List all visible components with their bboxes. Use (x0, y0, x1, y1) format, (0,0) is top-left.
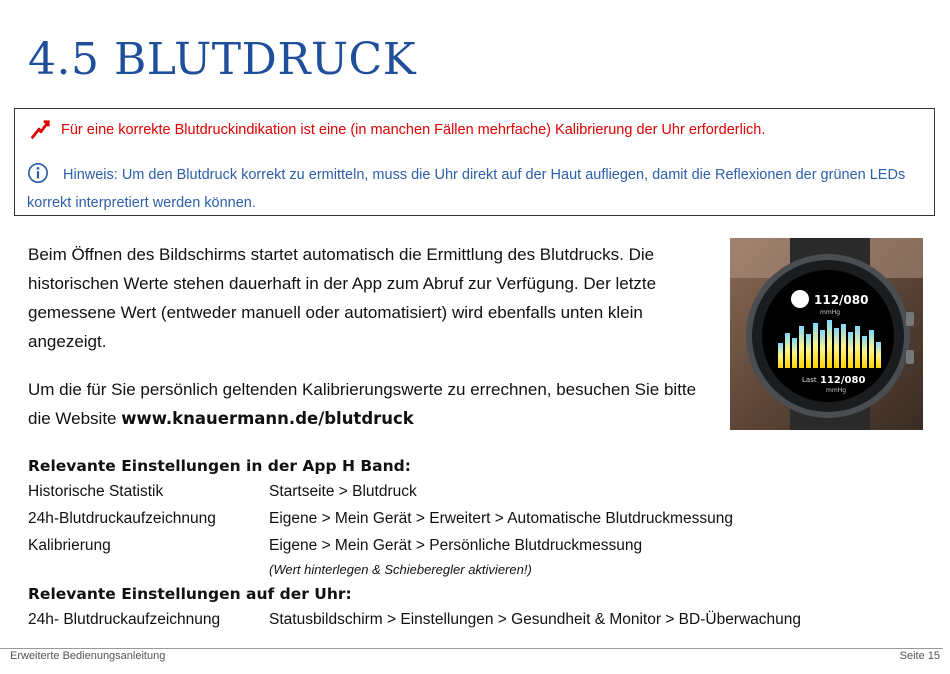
hint-text-block (27, 161, 917, 217)
calibration-paragraph (28, 375, 698, 433)
lightning-icon (29, 119, 51, 141)
settings-row-value: Eigene > Mein Gerät > Persönliche Blutdruckmessung (269, 537, 643, 554)
footer-divider (0, 648, 943, 649)
notice-box (14, 108, 935, 216)
footer-page-number: Seite 15 (899, 650, 940, 662)
intro-paragraph: Beim Öffnen des Bildschirms startet automatisch die Ermittlung des Blutdrucks. Die historischen Werte stehen dauerhaft in der App zum Abruf zur Verfügung. Der letzte gemessene Wert (entweder manuell oder automatisiert) wird ebenfalls unten klein angezeigt. (28, 245, 657, 351)
watch-settings-heading: Relevante Einstellungen auf der Uhr: (28, 585, 352, 603)
settings-row-key: Historische Statistik (28, 483, 164, 500)
watch-photo (730, 238, 923, 430)
settings-row-value: Eigene > Mein Gerät > Erweitert > Automatische Blutdruckmessung (269, 510, 733, 527)
settings-row-key: 24h-Blutdruckaufzeichnung (28, 510, 216, 527)
calibration-note: (Wert hinterlegen & Schieberegler aktivieren!) (269, 562, 532, 577)
watch-reading: 112/080 (814, 293, 869, 307)
calibration-text: Um die für Sie persönlich geltenden Kalibrierungswerte zu errechnen, besuchen Sie bitte die Website (28, 380, 697, 428)
app-settings-heading: Relevante Einstellungen in der App H Band: (28, 457, 411, 475)
watch-last-reading: 112/080 (820, 375, 866, 386)
settings-row-key: Kalibrierung (28, 537, 111, 554)
settings-row-value: Startseite > Blutdruck (269, 483, 417, 500)
website-link[interactable]: www.knauermann.de/blutdruck (121, 409, 414, 428)
warning-text: Für eine korrekte Blutdruckindikation ist eine (in manchen Fällen mehrfache) Kalibrierung der Uhr erforderlich. (61, 122, 766, 138)
watch-unit: mmHg (820, 309, 841, 316)
watch-last-unit: mmHg (826, 387, 847, 394)
hint-text: Hinweis: Um den Blutdruck korrekt zu ermitteln, muss die Uhr direkt auf der Haut aufliegen, damit die Reflexionen der grünen LEDs korrekt interpretiert werden können. (27, 167, 906, 211)
info-icon (27, 162, 49, 184)
page-title: 4.5 BLUTDRUCK (28, 34, 417, 85)
settings-row-value: Statusbildschirm > Einstellungen > Gesundheit & Monitor > BD-Überwachung (269, 611, 802, 628)
warning-line (29, 119, 765, 141)
footer-document-title: Erweiterte Bedienungsanleitung (10, 650, 166, 662)
settings-row-key: 24h- Blutdruckaufzeichnung (28, 611, 221, 628)
watch-last-label: Last (802, 376, 817, 384)
